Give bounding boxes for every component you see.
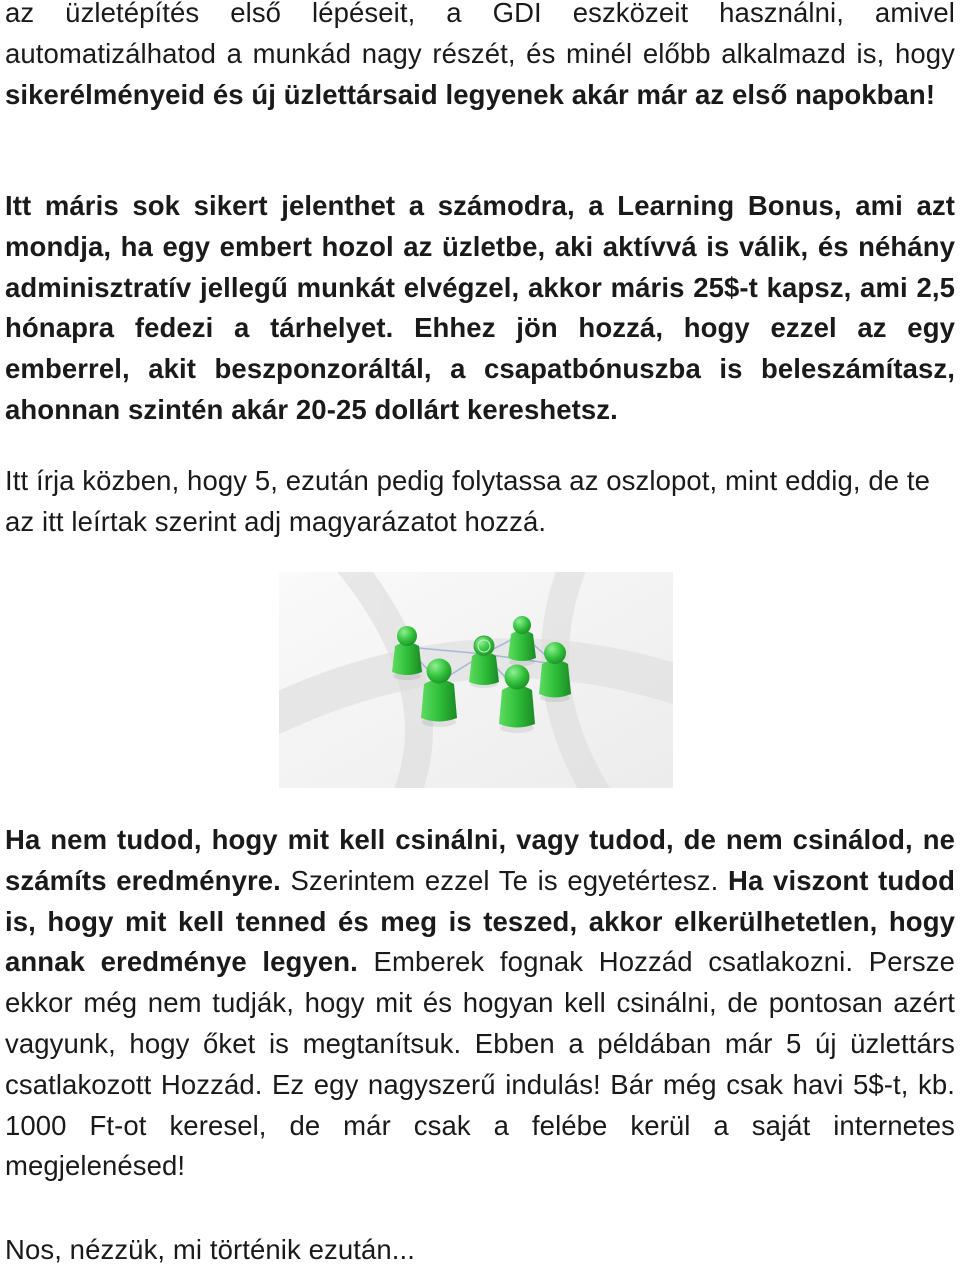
paragraph-5-text: Nos, nézzük, mi történik ezután... bbox=[5, 1234, 415, 1265]
paragraph-4-bold-a: Ha nem tudod, hogy mit kell csinálni, vagy tudod, de nem csinálod, ne számíts eredményre. bbox=[5, 824, 955, 896]
paragraph-3-text: Itt írja közben, hogy 5, ezután pedig folytassa az oszlopot, mint eddig, de te az itt leírtak szerint adj magyarázatot hozzá. bbox=[5, 465, 931, 537]
paragraph-1-text: az üzletépítés első lépéseit, a GDI eszközeit használni, amivel automatizálhatod a munkád nagy részét, és minél előbb alkalmazd is, hogy bbox=[5, 0, 955, 69]
paragraph-1-bold: sikerélményeid és új üzlettársaid legyenek akár már az első napokban! bbox=[5, 78, 936, 110]
paragraph-4-text-a: Szerintem ezzel Te is egyetértesz. bbox=[280, 864, 729, 896]
paragraph-3 bbox=[5, 461, 955, 543]
paragraph-2 bbox=[5, 186, 955, 431]
network-people-illustration bbox=[279, 572, 673, 788]
paragraph-1 bbox=[5, 0, 955, 115]
paragraph-5 bbox=[5, 1230, 955, 1271]
paragraph-2-bold: Itt máris sok sikert jelenthet a számodra, a Learning Bonus, ami azt mondja, ha egy embert hozol az üzletbe, aki aktívvá is válik, és néhány adminisztratív jellegű munkát elvégzel, akkor máris 25$-t kapsz, ami 2,5 hónapra fedezi a tárhelyet. Ehhez jön hozzá, hogy ezzel az egy emberrel, akit beszponzoráltál, a csapatbónuszba is beleszámítasz, ahonnan szintén akár 20-25 dollárt kereshetsz. bbox=[5, 190, 955, 425]
paragraph-4-bold-b: Ha viszont tudod is, hogy mit kell tenned és meg is teszed, akkor elkerülhetetlen, hogy annak eredménye legyen. bbox=[5, 864, 955, 978]
paragraph-4-text-b: Emberek fognak Hozzád csatlakozni. Persze ekkor még nem tudják, hogy mit és hogyan kell csinálni, de pontosan azért vagyunk, hogy őket is megtanítsuk. Ebben a példában már 5 új üzlettárs csatlakozott Hozzád. Ez egy nagyszerű indulás! Bár még csak havi 5$-t, kb. 1000 Ft-ot keresel, de már csak a felébe kerül a saját internetes megjelenésed! bbox=[5, 946, 955, 1182]
paragraph-4 bbox=[5, 820, 955, 1187]
